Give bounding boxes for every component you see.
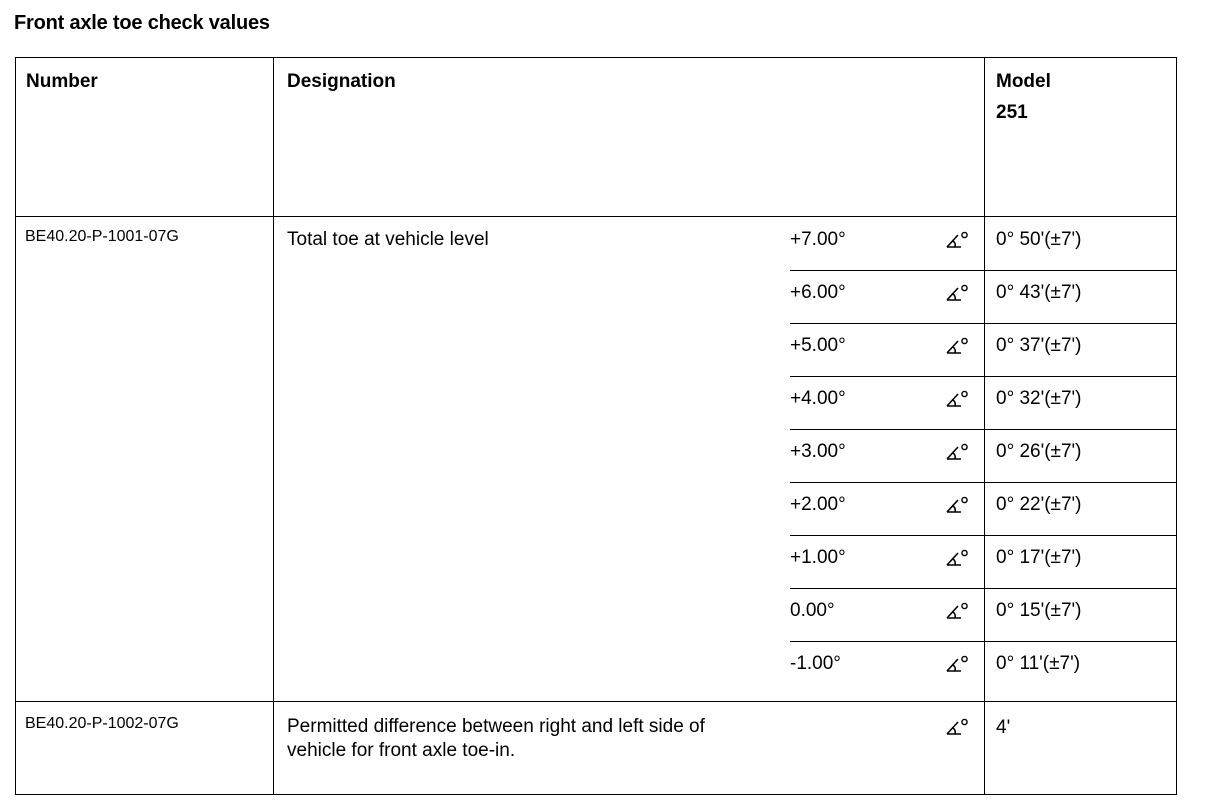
sub-row-divider (790, 535, 1177, 536)
header-divider (15, 216, 1177, 217)
column-divider-model (984, 57, 985, 795)
angle-degree-icon (944, 442, 970, 462)
angle-degree-icon (944, 389, 970, 409)
vehicle-level-value: +7.00° (790, 229, 846, 250)
vehicle-level-value: +1.00° (790, 547, 846, 568)
angle-degree-icon (944, 717, 970, 737)
row-divider (15, 701, 1177, 702)
angle-degree-icon (944, 601, 970, 621)
column-divider-number (273, 57, 274, 795)
angle-degree-icon (944, 230, 970, 250)
table-border-bottom (15, 794, 1177, 795)
angle-degree-icon (944, 548, 970, 568)
toe-value: 0° 15'(±7') (996, 600, 1082, 621)
toe-value: 0° 32'(±7') (996, 388, 1082, 409)
header-number: Number (26, 71, 98, 92)
row-number: BE40.20-P-1002-07G (25, 715, 179, 732)
toe-values-table (15, 57, 1177, 795)
row-value: 4' (996, 717, 1011, 738)
toe-value: 0° 43'(±7') (996, 282, 1082, 303)
toe-value: 0° 26'(±7') (996, 441, 1082, 462)
sub-row-divider (790, 641, 1177, 642)
vehicle-level-value: +3.00° (790, 441, 846, 462)
table-border-right (1176, 57, 1177, 795)
vehicle-level-value: +4.00° (790, 388, 846, 409)
page-title: Front axle toe check values (14, 12, 270, 34)
row-designation: Total toe at vehicle level (287, 229, 489, 250)
angle-degree-icon (944, 654, 970, 674)
toe-value: 0° 50'(±7') (996, 229, 1082, 250)
table-border-top (15, 57, 1177, 58)
vehicle-level-value: +5.00° (790, 335, 846, 356)
vehicle-level-value: 0.00° (790, 600, 835, 621)
toe-value: 0° 22'(±7') (996, 494, 1082, 515)
table-border-left (15, 57, 16, 795)
vehicle-level-value: +6.00° (790, 282, 846, 303)
sub-row-divider (790, 429, 1177, 430)
angle-degree-icon (944, 283, 970, 303)
angle-degree-icon (944, 495, 970, 515)
header-model: Model (996, 71, 1051, 92)
sub-row-divider (790, 376, 1177, 377)
row-number: BE40.20-P-1001-07G (25, 228, 179, 245)
row-designation: Permitted difference between right and left side of vehicle for front axle toe-in. (287, 716, 705, 761)
sub-row-divider (790, 270, 1177, 271)
toe-value: 0° 11'(±7') (996, 653, 1081, 674)
vehicle-level-value: +2.00° (790, 494, 846, 515)
toe-value: 0° 37'(±7') (996, 335, 1082, 356)
angle-degree-icon (944, 336, 970, 356)
vehicle-level-value: -1.00° (790, 653, 841, 674)
sub-row-divider (790, 588, 1177, 589)
sub-row-divider (790, 323, 1177, 324)
sub-row-divider (790, 482, 1177, 483)
header-designation: Designation (287, 71, 396, 92)
header-model-value: 251 (996, 102, 1028, 123)
toe-value: 0° 17'(±7') (996, 547, 1082, 568)
